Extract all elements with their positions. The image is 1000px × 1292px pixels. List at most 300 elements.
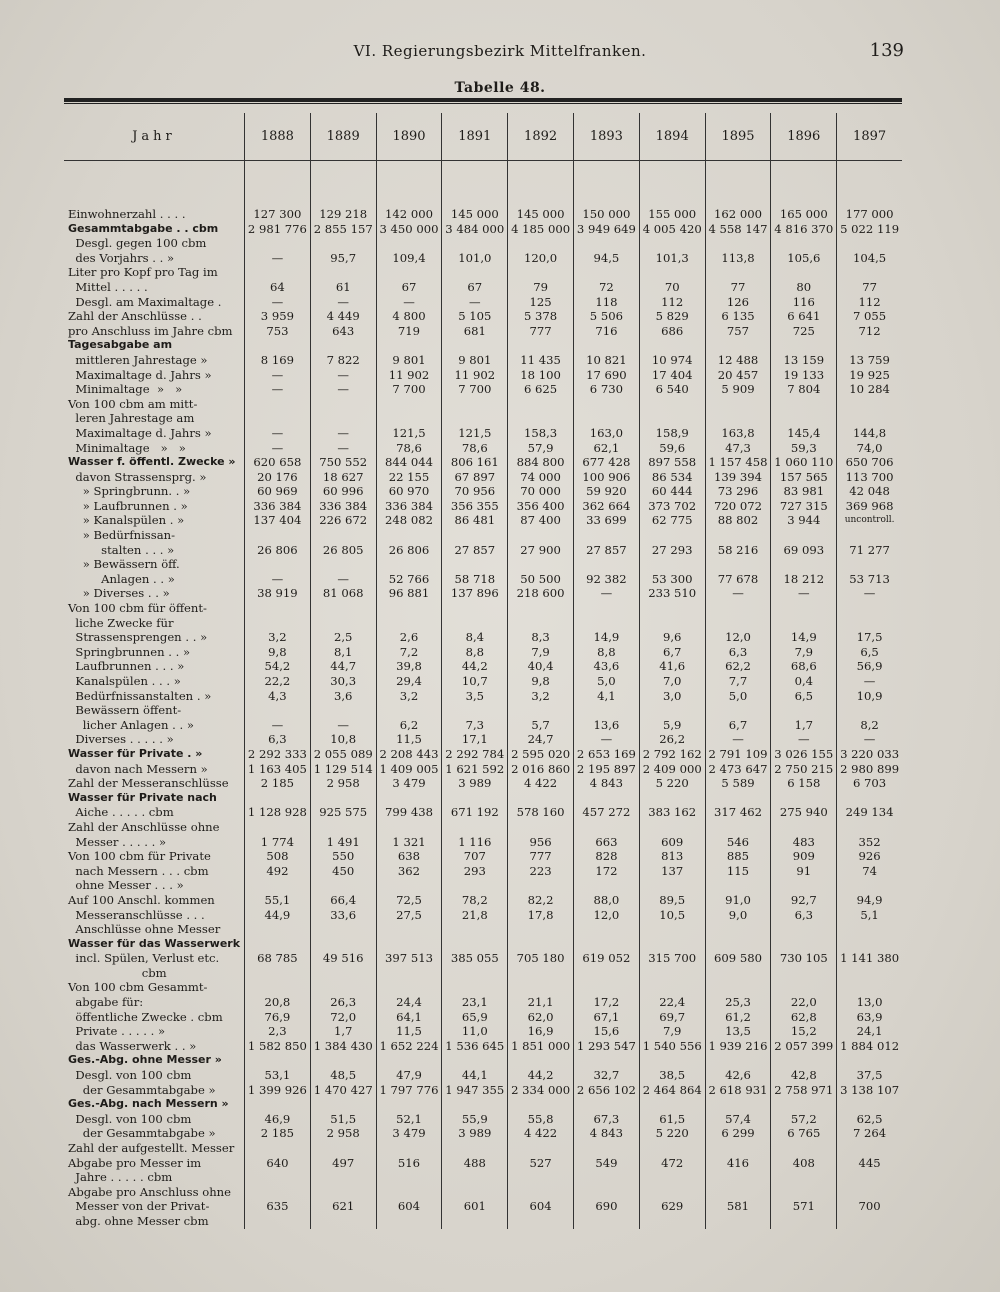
- row-label: Messer . . . . . »: [68, 834, 167, 849]
- row-label: Bedürfnissanstalten . »: [68, 688, 212, 703]
- table-cell: 64: [270, 279, 285, 294]
- table-cell: 757: [726, 323, 750, 338]
- table-cell: 24,4: [396, 995, 422, 1010]
- table-cell: 3 026 155: [774, 746, 834, 761]
- table-cell: [640, 980, 705, 995]
- table-cell: 81 068: [322, 586, 364, 601]
- table-cell: [837, 1097, 902, 1112]
- table-cell: 609 580: [714, 951, 762, 966]
- table-cell: [640, 791, 705, 806]
- table-cell: 546: [726, 834, 750, 849]
- table-cell: 55,1: [264, 892, 291, 907]
- table-cell: 0,4: [794, 674, 814, 688]
- table-cell: 1 129 514: [313, 761, 373, 776]
- table-cell: 777: [529, 849, 552, 864]
- table-cell: 8,1: [333, 644, 353, 659]
- table-cell: 10,5: [659, 907, 686, 922]
- table-cell: 3 220 033: [840, 746, 900, 761]
- table-cell: [245, 236, 310, 251]
- table-cell: [706, 878, 771, 893]
- row-label: Ges.-Abg. nach Messern »: [68, 1097, 229, 1111]
- table-cell: [245, 791, 310, 806]
- table-cell: [442, 937, 507, 952]
- table-cell: 249 134: [845, 805, 894, 820]
- table-cell: [311, 703, 376, 718]
- table-cell: [442, 980, 507, 995]
- table-cell: [771, 966, 836, 981]
- table-cell: 13,6: [593, 717, 620, 732]
- row-label: Zahl der Messeranschlüsse: [68, 776, 229, 791]
- table-cell: 77 678: [717, 571, 759, 586]
- table-cell: 23,1: [461, 995, 488, 1010]
- table-cell: 3 944: [787, 513, 821, 528]
- table-cell: 13 759: [849, 352, 890, 367]
- table-cell: 57,9: [527, 440, 554, 455]
- table-cell: 112: [661, 294, 684, 309]
- table-cell: 11,5: [396, 732, 422, 747]
- table-cell: 2 618 931: [708, 1082, 768, 1097]
- statistics-table: [64, 113, 902, 1228]
- row-label: Aiche . . . . . cbm: [68, 805, 174, 820]
- table-cell: [442, 1097, 507, 1112]
- table-cell: 690: [595, 1199, 618, 1214]
- table-cell: 223: [529, 863, 552, 878]
- table-cell: 101,3: [655, 250, 689, 265]
- table-cell: [442, 1053, 507, 1068]
- table-cell: [574, 820, 639, 835]
- table-cell: [837, 980, 902, 995]
- table-cell: [574, 616, 639, 631]
- table-cell: 10 821: [586, 352, 627, 367]
- table-cell: —: [863, 586, 876, 601]
- table-cell: [245, 878, 310, 893]
- table-cell: [706, 397, 771, 412]
- table-cell: 7,9: [531, 644, 550, 659]
- table-cell: 12 488: [717, 352, 759, 367]
- table-cell: 145 000: [450, 207, 499, 221]
- table-cell: 317 462: [714, 805, 762, 820]
- table-cell: 2,5: [333, 630, 353, 645]
- table-cell: 5,7: [531, 717, 550, 732]
- table-cell: [771, 980, 836, 995]
- table-cell: 19 925: [849, 367, 890, 382]
- table-cell: 65,9: [461, 1009, 488, 1024]
- table-cell: 6,7: [728, 717, 748, 732]
- table-cell: 91: [796, 863, 812, 878]
- table-cell: 9,6: [662, 630, 682, 645]
- table-cell: [574, 397, 639, 412]
- table-cell: [574, 265, 639, 280]
- table-cell: 64,1: [396, 1009, 422, 1024]
- table-cell: 10,7: [461, 674, 488, 688]
- table-cell: 2 016 860: [511, 761, 571, 776]
- table-cell: [574, 601, 639, 616]
- table-cell: 68 785: [257, 951, 298, 966]
- table-cell: [311, 338, 376, 353]
- table-cell: 5 105: [458, 309, 492, 324]
- table-cell: 1 797 776: [379, 1082, 439, 1097]
- table-cell: 1 884 012: [840, 1038, 900, 1053]
- table-cell: 37,5: [856, 1068, 883, 1083]
- table-cell: 1 399 926: [247, 1082, 307, 1097]
- table-cell: 118: [595, 294, 618, 309]
- table-cell: —: [732, 732, 744, 747]
- table-cell: [706, 236, 771, 251]
- row-label: licher Anlagen . . »: [68, 717, 194, 732]
- table-cell: [245, 937, 310, 952]
- table-cell: [442, 922, 507, 937]
- year-column-1893: [573, 161, 639, 1229]
- table-cell: 13,0: [856, 995, 883, 1010]
- table-cell: 7,9: [794, 644, 814, 659]
- table-cell: [706, 601, 771, 616]
- table-cell: 92,7: [790, 892, 817, 907]
- table-cell: [442, 397, 507, 412]
- table-cell: 3 989: [458, 776, 492, 791]
- table-cell: [245, 966, 310, 981]
- table-cell: 2 980 899: [840, 761, 900, 776]
- table-cell: 78,6: [396, 440, 422, 455]
- table-cell: 681: [463, 323, 486, 338]
- table-cell: [706, 411, 771, 426]
- table-cell: [508, 1097, 573, 1112]
- table-cell: 7 700: [458, 382, 492, 397]
- table-cell: [706, 820, 771, 835]
- row-label: Maximaltage d. Jahrs »: [68, 367, 212, 382]
- table-cell: 120,0: [523, 250, 558, 265]
- table-cell: [508, 1053, 573, 1068]
- table-cell: 113 700: [845, 469, 894, 484]
- table-cell: 39,8: [396, 659, 422, 674]
- row-label: » Bewässern öff.: [68, 557, 180, 572]
- table-cell: 60 970: [388, 484, 430, 499]
- year-header-1888: 1888: [244, 113, 310, 161]
- table-cell: —: [337, 571, 349, 586]
- table-cell: 4,3: [268, 688, 287, 703]
- table-cell: 926: [858, 849, 881, 864]
- table-cell: [706, 922, 771, 937]
- table-cell: 55,8: [527, 1111, 554, 1126]
- table-cell: 1 540 556: [642, 1038, 702, 1053]
- table-cell: [706, 338, 771, 353]
- table-cell: 145 000: [516, 207, 565, 221]
- table-cell: [377, 703, 442, 718]
- table-cell: 705 180: [516, 951, 565, 966]
- table-cell: 799 438: [385, 805, 433, 820]
- table-cell: 6 540: [655, 382, 689, 397]
- table-cell: 8,4: [465, 630, 485, 645]
- table-cell: 1 851 000: [511, 1038, 571, 1053]
- row-label: der Gesammtabgabe »: [68, 1126, 216, 1141]
- table-cell: 144,8: [852, 425, 887, 440]
- row-label: Von 100 cbm für Private: [68, 849, 211, 864]
- table-cell: 47,9: [396, 1068, 422, 1083]
- table-cell: 163,0: [589, 425, 623, 440]
- row-labels-column: [64, 161, 244, 1229]
- table-cell: [377, 397, 442, 412]
- table-cell: 1 536 645: [445, 1038, 505, 1053]
- table-cell: 2 653 169: [576, 746, 636, 761]
- table-cell: 1 384 430: [313, 1038, 373, 1053]
- table-cell: [311, 1185, 376, 1200]
- table-cell: 7 822: [326, 352, 360, 367]
- table-cell: —: [732, 586, 744, 601]
- table-cell: 719: [397, 323, 421, 338]
- table-cell: 2 292 333: [247, 746, 307, 761]
- table-cell: [771, 1141, 836, 1156]
- table-cell: [442, 1185, 507, 1200]
- table-cell: 293: [463, 863, 486, 878]
- table-cell: [574, 338, 639, 353]
- table-cell: 11 902: [454, 367, 496, 382]
- table-cell: 24,7: [527, 732, 554, 747]
- table-cell: [837, 265, 902, 280]
- table-cell: 58 718: [454, 571, 496, 586]
- table-cell: 1 116: [458, 834, 492, 849]
- table-cell: [245, 820, 310, 835]
- table-cell: 43,6: [593, 659, 620, 674]
- table-cell: 730 105: [779, 951, 828, 966]
- table-cell: 157 565: [779, 469, 828, 484]
- row-label: der Gesammtabgabe »: [68, 1082, 216, 1097]
- table-cell: [771, 937, 836, 952]
- table-cell: 604: [397, 1199, 421, 1214]
- table-cell: 6,7: [662, 644, 682, 659]
- running-title: VI. Regierungsbezirk Mittelfranken.: [353, 42, 647, 60]
- table-cell: 112: [858, 294, 881, 309]
- year-header-1889: 1889: [310, 113, 376, 161]
- table-cell: 4,1: [597, 688, 616, 703]
- table-cell: 352: [858, 834, 881, 849]
- table-cell: 844 044: [385, 455, 433, 470]
- row-label: Messer von der Privat-: [68, 1199, 210, 1214]
- table-cell: [377, 1170, 442, 1185]
- table-cell: 483: [792, 834, 815, 849]
- table-cell: 29,4: [396, 674, 422, 688]
- table-cell: 6 299: [721, 1126, 755, 1141]
- row-label: öffentliche Zwecke . cbm: [68, 1009, 223, 1024]
- table-cell: [837, 1141, 902, 1156]
- table-cell: 7,7: [728, 674, 748, 688]
- table-cell: 686: [661, 323, 684, 338]
- table-cell: [245, 1141, 310, 1156]
- table-cell: 3 989: [458, 1126, 492, 1141]
- table-cell: 121,5: [392, 425, 426, 440]
- table-cell: 356 355: [450, 498, 499, 513]
- row-label: stalten . . . »: [68, 542, 175, 557]
- table-cell: [837, 791, 902, 806]
- table-cell: 137 896: [450, 586, 499, 601]
- table-cell: [574, 1053, 639, 1068]
- table-cell: [442, 1141, 507, 1156]
- table-cell: 26,3: [330, 995, 357, 1010]
- table-cell: [442, 703, 507, 718]
- table-cell: 909: [792, 849, 815, 864]
- table-cell: [508, 1141, 573, 1156]
- table-cell: 55,9: [461, 1111, 488, 1126]
- table-cell: [245, 1053, 310, 1068]
- table-cell: [377, 528, 442, 543]
- table-cell: 956: [529, 834, 552, 849]
- table-cell: 155 000: [648, 207, 697, 221]
- row-label: Anlagen . . »: [68, 571, 175, 586]
- row-label: Zahl der Anschlüsse ohne: [68, 819, 220, 834]
- table-cell: 71 277: [849, 542, 890, 557]
- table-cell: 54,2: [264, 659, 291, 674]
- table-cell: 3 479: [392, 776, 426, 791]
- table-cell: 56,9: [856, 659, 883, 674]
- table-cell: 720 072: [714, 498, 762, 513]
- table-cell: [311, 922, 376, 937]
- table-cell: 62,5: [856, 1111, 883, 1126]
- table-cell: 8,3: [531, 630, 550, 645]
- table-cell: 527: [529, 1155, 552, 1170]
- table-cell: 66,4: [330, 892, 357, 907]
- year-column-1888: [244, 161, 310, 1229]
- table-cell: 7 804: [787, 382, 821, 397]
- table-cell: [640, 703, 705, 718]
- table-cell: 8,2: [860, 717, 879, 732]
- table-cell: [771, 791, 836, 806]
- table-cell: 42,6: [725, 1068, 751, 1083]
- table-cell: 5 909: [721, 382, 755, 397]
- table-cell: 1 652 224: [379, 1038, 439, 1053]
- row-label: Wasser für das Wasserwerk: [68, 936, 241, 950]
- table-cell: 22,2: [264, 674, 291, 688]
- table-cell: [311, 616, 376, 631]
- table-cell: 663: [595, 834, 618, 849]
- table-cell: 27 900: [520, 542, 561, 557]
- table-cell: [706, 791, 771, 806]
- table-cell: 96 881: [388, 586, 430, 601]
- table-cell: [442, 878, 507, 893]
- table-cell: 619 052: [582, 951, 631, 966]
- table-cell: 158,3: [523, 425, 558, 440]
- row-label: cbm: [68, 965, 167, 980]
- table-cell: 4 422: [523, 776, 558, 791]
- table-cell: [377, 791, 442, 806]
- table-cell: 1 947 355: [445, 1082, 505, 1097]
- table-cell: 88,0: [593, 892, 620, 907]
- row-label: abg. ohne Messer cbm: [68, 1213, 209, 1228]
- table-cell: [837, 616, 902, 631]
- table-cell: [574, 791, 639, 806]
- table-cell: 7 264: [852, 1126, 887, 1141]
- table-cell: [640, 265, 705, 280]
- table-cell: 129 218: [319, 207, 368, 221]
- table-cell: 104,5: [852, 250, 887, 265]
- table-cell: 3,6: [333, 688, 353, 703]
- table-cell: 226 672: [319, 513, 368, 528]
- row-label: Strassensprengen . . »: [68, 630, 208, 645]
- table-cell: 716: [595, 323, 618, 338]
- table-cell: 1 409 005: [379, 761, 439, 776]
- table-cell: —: [797, 586, 810, 601]
- row-label: Von 100 cbm am mitt-: [68, 396, 198, 411]
- table-cell: 2 473 647: [708, 761, 768, 776]
- table-cell: 80: [796, 279, 812, 294]
- table-cell: [837, 557, 902, 572]
- table-cell: 18 212: [783, 571, 825, 586]
- table-cell: [640, 236, 705, 251]
- table-cell: 7,9: [662, 1024, 682, 1039]
- table-cell: 620 658: [253, 455, 302, 470]
- table-cell: 27 293: [651, 542, 693, 557]
- table-cell: [706, 265, 771, 280]
- year-header-1893: 1893: [573, 113, 639, 161]
- table-cell: [245, 411, 310, 426]
- table-cell: 2 855 157: [313, 221, 373, 236]
- row-label: liche Zwecke für: [68, 615, 174, 630]
- table-cell: 488: [463, 1155, 486, 1170]
- table-cell: 53 713: [849, 571, 890, 586]
- table-cell: 369 968: [845, 498, 894, 513]
- table-cell: 20,8: [264, 995, 291, 1010]
- table-cell: 60 996: [322, 484, 364, 499]
- row-label: Von 100 cbm für öffent-: [68, 601, 207, 616]
- table-cell: 508: [266, 849, 289, 864]
- table-cell: [442, 966, 507, 981]
- table-cell: 7,2: [399, 644, 419, 659]
- table-cell: 26 806: [257, 542, 298, 557]
- table-cell: 2,6: [399, 630, 419, 645]
- table-cell: 336 384: [253, 498, 302, 513]
- table-cell: 2 055 089: [313, 746, 373, 761]
- table-cell: 24,1: [856, 1024, 883, 1039]
- table-cell: 53,1: [264, 1068, 291, 1083]
- table-cell: 9 801: [392, 352, 426, 367]
- table-cell: 1 128 928: [247, 805, 307, 820]
- table-cell: 609: [661, 834, 684, 849]
- table-cell: 44,9: [264, 907, 291, 922]
- table-cell: —: [337, 367, 349, 382]
- table-cell: [508, 265, 573, 280]
- table-cell: 9,0: [728, 907, 748, 922]
- table-cell: —: [337, 425, 349, 440]
- table-cell: 12,0: [593, 907, 620, 922]
- table-cell: [442, 1170, 507, 1185]
- table-cell: [640, 601, 705, 616]
- table-cell: 95,7: [330, 250, 357, 265]
- table-cell: 19 133: [783, 367, 825, 382]
- table-cell: 62,1: [593, 440, 620, 455]
- table-cell: 581: [726, 1199, 750, 1214]
- table-cell: 1 141 380: [840, 951, 900, 966]
- table-cell: 828: [595, 849, 618, 864]
- table-cell: [706, 966, 771, 981]
- table-cell: [442, 265, 507, 280]
- table-cell: 22 155: [388, 469, 430, 484]
- table-cell: 116: [792, 294, 815, 309]
- table-cell: [311, 397, 376, 412]
- table-cell: 650 706: [845, 455, 894, 470]
- table-cell: [508, 878, 573, 893]
- table-cell: [311, 557, 376, 572]
- table-cell: [837, 338, 902, 353]
- table-cell: 397 513: [385, 951, 433, 966]
- year-column-1895: [705, 161, 771, 1229]
- table-cell: [442, 236, 507, 251]
- row-label: Springbrunnen . . »: [68, 644, 191, 659]
- table-cell: 4 558 147: [708, 221, 768, 236]
- table-cell: 1 293 547: [576, 1038, 636, 1053]
- table-cell: 3,2: [399, 688, 419, 703]
- table-cell: [837, 703, 902, 718]
- table-cell: 2 958: [326, 1126, 360, 1141]
- table-cell: 7,0: [662, 674, 682, 688]
- row-label: Auf 100 Anschl. kommen: [68, 892, 215, 907]
- table-cell: 621: [332, 1199, 355, 1214]
